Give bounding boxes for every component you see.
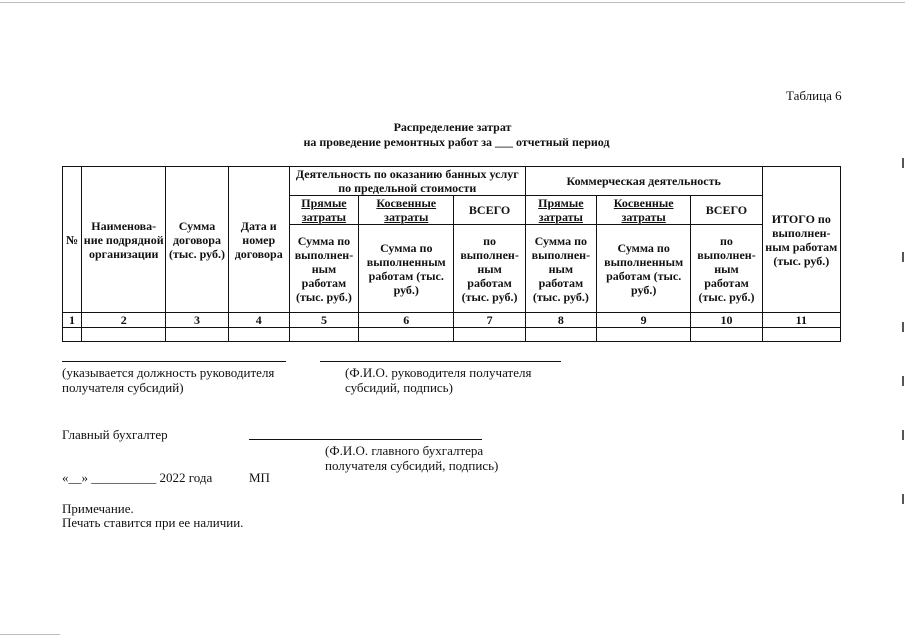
col-contract-date-header: Дата и номер договора	[228, 167, 289, 313]
commercial-direct-amount-header: Сумма по выполнен-ным работам (тыс. руб.)	[525, 225, 596, 313]
table-cell	[762, 328, 840, 342]
column-number: 11	[762, 313, 840, 328]
table-cell	[359, 328, 454, 342]
bath-indirect-costs-header: Косвенные затраты	[359, 196, 454, 225]
margin-tick	[902, 322, 904, 332]
chief-accountant-label: Главный бухгалтер	[62, 427, 168, 442]
head-name-caption: (Ф.И.О. руководителя получателя	[345, 365, 532, 380]
column-number: 1	[63, 313, 82, 328]
table-cell	[691, 328, 762, 342]
column-number: 3	[166, 313, 228, 328]
table-cell	[228, 328, 289, 342]
accountant-name-caption: (Ф.И.О. главного бухгалтера	[325, 443, 484, 458]
margin-tick	[902, 252, 904, 262]
commercial-subtotal-amount-header: по выполнен-ным работам (тыс. руб.)	[691, 225, 762, 313]
column-number: 4	[228, 313, 289, 328]
head-name-signature-line	[320, 361, 561, 362]
column-number: 2	[82, 313, 166, 328]
commercial-direct-costs-header: Прямые затраты	[525, 196, 596, 225]
empty-data-row	[63, 328, 841, 342]
column-number-row	[63, 313, 841, 328]
col-total-header: ИТОГО по выполнен-ным работам (тыс. руб.)	[762, 167, 840, 313]
table-cell	[454, 328, 525, 342]
table-cell	[525, 328, 596, 342]
table-number: Таблица 6	[786, 88, 842, 103]
scan-edge-top	[0, 2, 905, 3]
note-text: Печать ставится при ее наличии.	[62, 515, 244, 530]
margin-tick	[902, 494, 904, 504]
commercial-subtotal-header: ВСЕГО	[691, 196, 762, 225]
table-cell	[63, 328, 82, 342]
col-contract-sum-header: Сумма договора (тыс. руб.)	[166, 167, 228, 313]
margin-tick	[902, 376, 904, 386]
cost-distribution-table	[62, 166, 841, 342]
head-name-caption-2: субсидий, подпись)	[345, 380, 453, 395]
head-position-signature-line	[62, 361, 286, 362]
column-number: 6	[359, 313, 454, 328]
column-number: 10	[691, 313, 762, 328]
column-number: 9	[596, 313, 690, 328]
date-line: «__» __________ 2022 года	[62, 470, 213, 485]
bath-direct-amount-header: Сумма по выполнен-ным работам (тыс. руб.)	[289, 225, 358, 313]
commercial-indirect-costs-header: Косвенные затраты	[596, 196, 690, 225]
margin-tick	[902, 158, 904, 168]
bath-direct-costs-header: Прямые затраты	[289, 196, 358, 225]
column-number: 5	[289, 313, 358, 328]
document-title	[0, 120, 905, 150]
head-position-caption-2: получателя субсидий)	[62, 380, 184, 395]
table-cell	[82, 328, 166, 342]
table-cell	[166, 328, 228, 342]
group-bath-services-header: Деятельность по оказанию банных услуг по предельной стоимости	[289, 167, 525, 196]
accountant-name-caption-2: получателя субсидий, подпись)	[325, 458, 499, 473]
table-cell	[289, 328, 358, 342]
margin-tick	[902, 430, 904, 440]
col-contractor-header: Наименова-ние подрядной организации	[82, 167, 166, 313]
bath-indirect-amount-header: Сумма по выполненным работам (тыс. руб.)	[359, 225, 454, 313]
scan-edge-bottom	[0, 634, 60, 635]
column-number: 7	[454, 313, 525, 328]
bath-subtotal-amount-header: по выполнен-ным работам (тыс. руб.)	[454, 225, 525, 313]
title-line-1: Распределение затрат	[393, 120, 512, 134]
commercial-indirect-amount-header: Сумма по выполненным работам (тыс. руб.)	[596, 225, 690, 313]
column-number: 8	[525, 313, 596, 328]
table-cell	[596, 328, 690, 342]
head-position-caption: (указывается должность руководителя	[62, 365, 275, 380]
stamp-placeholder: МП	[249, 470, 270, 485]
note-label: Примечание.	[62, 501, 134, 516]
col-number-header: №	[63, 167, 82, 313]
bath-subtotal-header: ВСЕГО	[454, 196, 525, 225]
accountant-signature-line	[249, 439, 482, 440]
group-commercial-header: Коммерческая деятельность	[525, 167, 762, 196]
title-line-2: на проведение ремонтных работ за ___ отчетный период	[303, 135, 610, 149]
